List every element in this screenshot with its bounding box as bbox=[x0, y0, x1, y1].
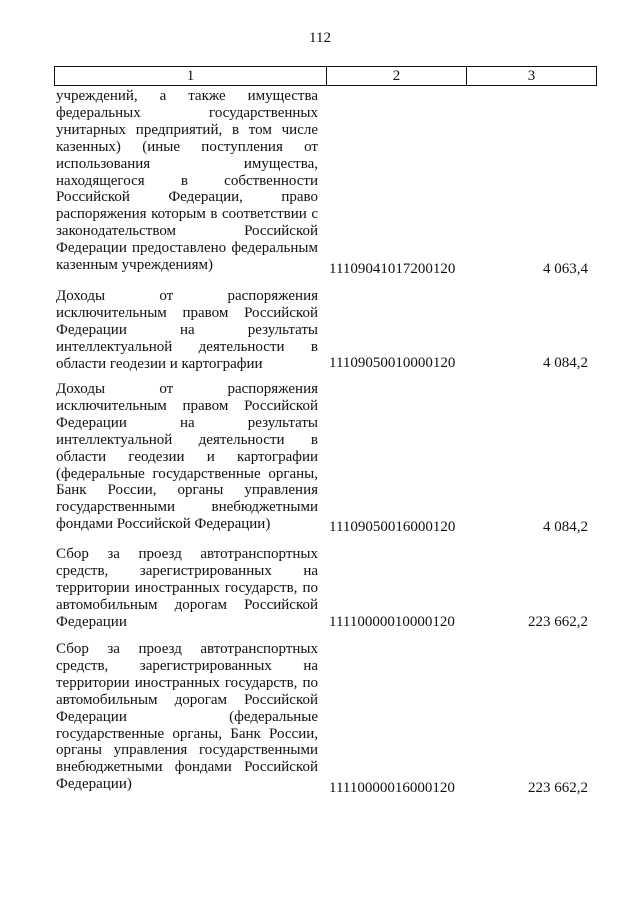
table-column-header bbox=[54, 66, 597, 86]
row-amount: 223 662,2 bbox=[528, 614, 588, 630]
row-description: Сбор за проезд автотранспортных средств, зарегистрированных на территории иностранных государств, по автомобильным дорогам Российской Федерации bbox=[56, 546, 318, 630]
row-code: 11110000010000120 bbox=[329, 614, 455, 630]
row-description: учреждений, а также имущества федеральных государственных унитарных предприятий, в том числе казенных) (иные поступления от использования имущества, находящегося в собственности Российской Федерации, право распоряжения которым в соответствии с законодательством Российской Федерации предоставлено федеральным казенным учреждениям) bbox=[56, 88, 318, 274]
row-code: 11109050016000120 bbox=[329, 519, 456, 535]
row-amount: 4 063,4 bbox=[543, 261, 588, 277]
row-description: Доходы от распоряжения исключительным правом Российской Федерации на результаты интеллектуальной деятельности в области геодезии и картографии bbox=[56, 288, 318, 372]
row-code: 11109050010000120 bbox=[329, 355, 456, 371]
row-amount: 223 662,2 bbox=[528, 780, 588, 796]
column-header-3: 3 bbox=[527, 68, 536, 84]
row-amount: 4 084,2 bbox=[543, 355, 588, 371]
column-header-1: 1 bbox=[55, 67, 327, 85]
row-code: 11110000016000120 bbox=[329, 780, 455, 796]
row-code: 11109041017200120 bbox=[329, 261, 456, 277]
row-amount: 4 084,2 bbox=[543, 519, 588, 535]
row-description: Сбор за проезд автотранспортных средств, зарегистрированных на территории иностранных государств, по автомобильным дорогам Российской Федерации (федеральные государственные органы, Банк России, органы управления государственными внебюджетными фондами Российской Федерации) bbox=[56, 641, 318, 793]
page-number: 112 bbox=[309, 30, 331, 46]
column-header-2: 2 bbox=[327, 67, 467, 85]
row-description: Доходы от распоряжения исключительным правом Российской Федерации на результаты интеллектуальной деятельности в области геодезии и картографии (федеральные государственные органы, Банк России, органы управления государственными внебюджетными фондами Российской Федерации) bbox=[56, 381, 318, 533]
